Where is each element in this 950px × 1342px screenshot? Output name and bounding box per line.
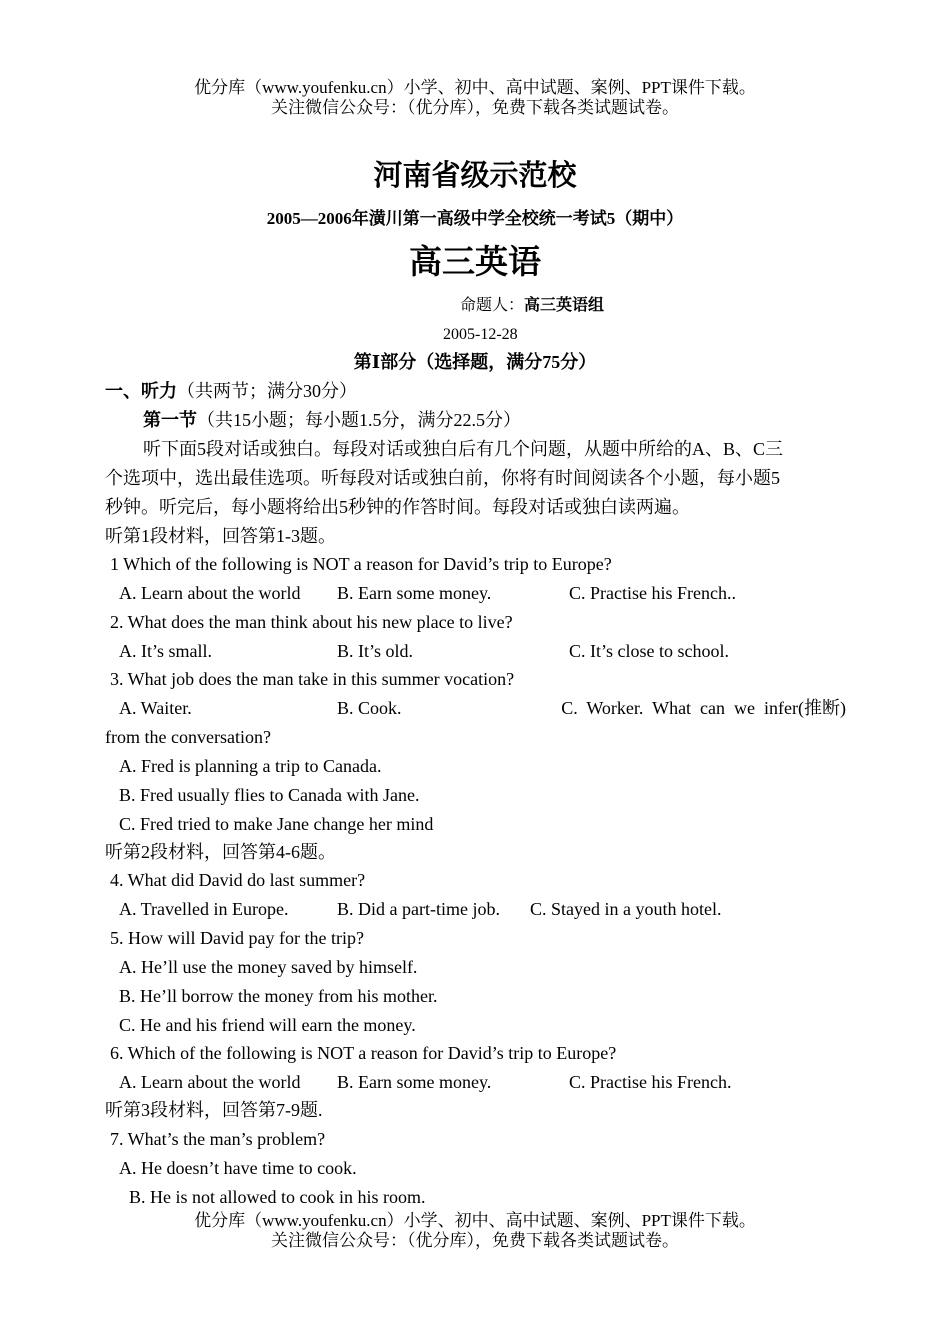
q4-option-b: B. Did a part-time job. [337,899,500,919]
question-4: 4. What did David do last summer? [110,870,366,890]
material-3-heading: 听第3段材料，回答第7-9题. [105,1100,323,1120]
section-title: 一、听力 [105,381,177,401]
q4-option-c: C. Stayed in a youth hotel. [530,899,722,919]
author-label: 命题人： [460,297,525,314]
q5-option-b: B. He’ll borrow the money from his mother. [119,986,438,1006]
subsection-note: （共15小题；每小题1.5分，满分22.5分） [197,410,521,430]
q2-option-c: C. It’s close to school. [569,641,729,661]
qx-option-a: A. Fred is planning a trip to Canada. [119,756,382,776]
q3-option-c: C. Worker. What can we infer(推断) [561,698,846,718]
subsection-title: 第一节 [143,410,197,430]
q4-option-a: A. Travelled in Europe. [119,899,289,919]
qx-option-b: B. Fred usually flies to Canada with Jane. [119,785,420,805]
q2-option-a: A. It’s small. [119,641,212,661]
q5-option-c: C. He and his friend will earn the money. [119,1015,416,1035]
material-1-heading: 听第1段材料，回答第1-3题。 [105,526,336,546]
q5-option-a: A. He’ll use the money saved by himself. [119,957,418,977]
q1-option-a: A. Learn about the world [119,583,301,603]
q7-option-b: B. He is not allowed to cook in his room. [129,1187,426,1207]
instruction-line-1: 听下面5段对话或独白。每段对话或独白后有几个问题，从题中所给的A、B、C三 [143,439,784,459]
question-6: 6. Which of the following is NOT a reason for David’s trip to Europe? [110,1043,617,1063]
header-line-2: 关注微信公众号：（优分库），免费下载各类试题试卷。 [271,98,679,117]
author-name: 高三英语组 [524,297,605,314]
page-header [0,78,950,118]
section-listening-heading [105,379,357,403]
author-line [460,294,604,318]
q6-option-b: B. Earn some money. [337,1072,492,1092]
q1-option-b: B. Earn some money. [337,583,492,603]
material-2-heading: 听第2段材料，回答第4-6题。 [105,842,336,862]
q6-option-c: C. Practise his French. [569,1072,732,1092]
q3-option-b: B. Cook. [337,698,402,718]
instruction-line-3: 秒钟。听完后，每小题将给出5秒钟的作答时间。每段对话或独白读两遍。 [105,497,690,517]
page-footer [0,1211,950,1251]
instruction-line-2: 个选项中，选出最佳选项。听每段对话或独白前，你将有时间阅读各个小题，每小题5 [105,468,780,488]
q2-option-b: B. It’s old. [337,641,414,661]
question-5: 5. How will David pay for the trip? [110,928,364,948]
question-continuation: from the conversation? [105,727,271,747]
q1-option-c: C. Practise his French.. [569,583,736,603]
q7-option-a: A. He doesn’t have time to cook. [119,1158,357,1178]
subsection-heading [143,408,521,432]
section-note: （共两节；满分30分） [177,381,357,401]
question-3: 3. What job does the man take in this summer vocation? [110,669,515,689]
header-line-1: 优分库（www.youfenku.cn）小学、初中、高中试题、案例、PPT课件下载。 [194,78,756,97]
qx-option-c: C. Fred tried to make Jane change her mind [119,814,434,834]
question-2: 2. What does the man think about his new place to live? [110,612,513,632]
school-title: 河南省级示范校 [373,160,577,192]
q6-option-a: A. Learn about the world [119,1072,301,1092]
footer-line-1: 优分库（www.youfenku.cn）小学、初中、高中试题、案例、PPT课件下载。 [194,1211,756,1230]
part-one-heading: 第Ⅰ部分（选择题，满分75分） [353,352,597,372]
footer-line-2: 关注微信公众号：（优分库），免费下载各类试题试卷。 [271,1231,679,1250]
q3-option-a: A. Waiter. [119,698,192,718]
subject-title: 高三英语 [409,245,541,281]
exam-title: 2005—2006年潢川第一高级中学全校统一考试5（期中） [266,209,684,228]
question-1: 1 Which of the following is NOT a reason for David’s trip to Europe? [110,554,612,574]
exam-date: 2005-12-28 [443,326,518,343]
question-7: 7. What’s the man’s problem? [110,1129,326,1149]
